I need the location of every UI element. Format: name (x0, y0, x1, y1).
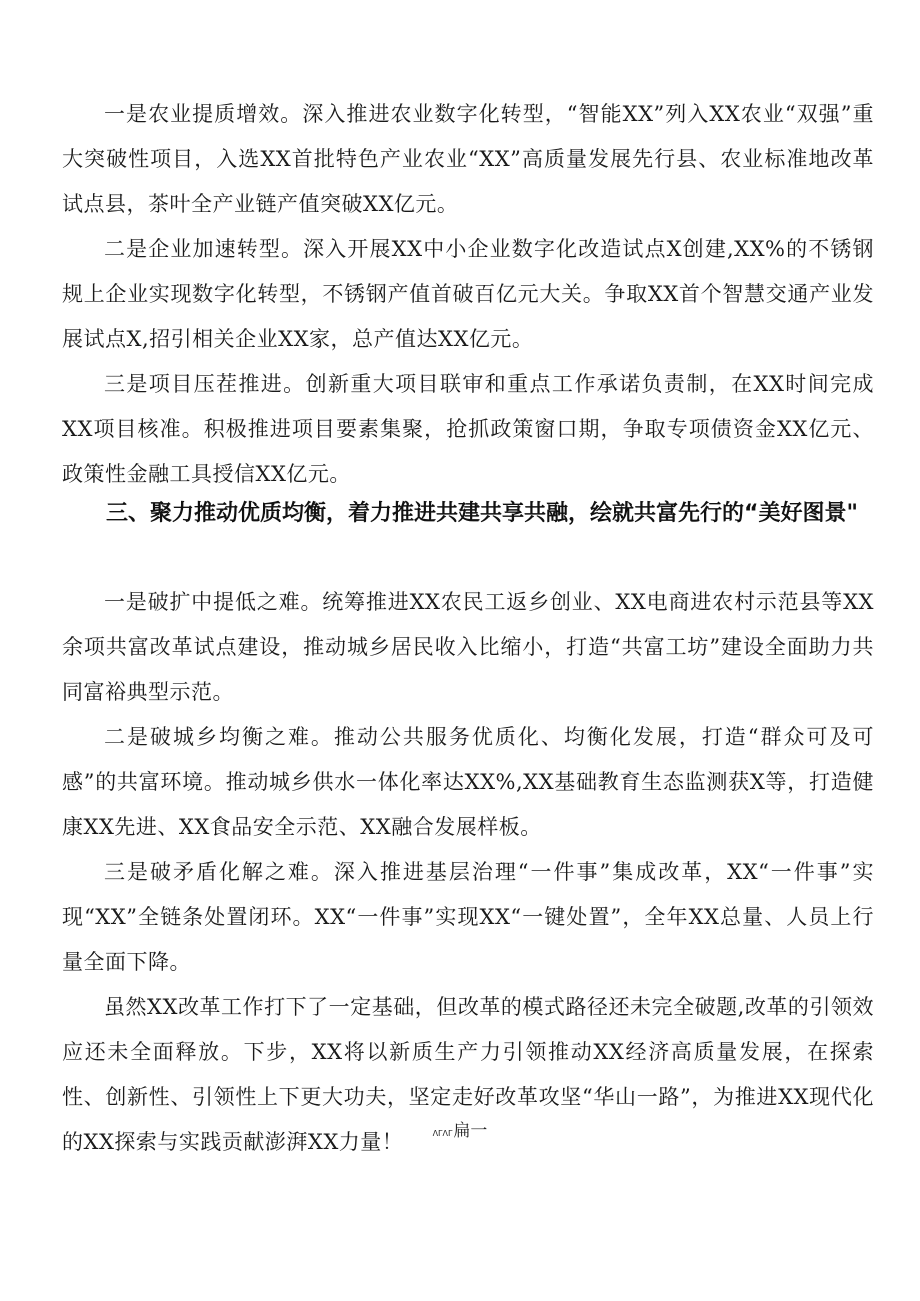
paragraph-income: 一是破扩中提低之难。统筹推进XX农民工返乡创业、XX电商进农村示范县等XX余项共富改革试点建设，推动城乡居民收入比缩小，打造“共富工坊”建设全面助力共同富裕典型示范。 (62, 590, 874, 704)
paragraph-projects: 三是项目压茬推进。创新重大项目联审和重点工作承诺负责制，在XX时间完成XX项目核准。积极推进项目要素集聚，抢抓政策窗口期，争取专项债资金XX亿元、政策性金融工具授信XX亿元。 (62, 372, 874, 486)
page-footer-mark (0, 1116, 920, 1141)
paragraph-agriculture: 一是农业提质增效。深入推进农业数字化转型，“智能XX”列入XX农业“双强”重大突破性项目，入选XX首批特色产业农业“XX”高质量发展先行县、农业标准地改革试点县，茶叶全产业链产值突破XX亿元。 (62, 102, 874, 216)
paragraph-enterprise: 二是企业加速转型。深入开展XX中小企业数字化改造试点X创建,XX%的不锈钢规上企业实现数字化转型，不锈钢产值首破百亿元大关。争取XX首个智慧交通产业发展试点X,招引相关企业XX家，总产值达XX亿元。 (62, 237, 874, 351)
paragraph-conclusion: 虽然XX改革工作打下了一定基础，但改革的模式路径还未完全破题,改革的引领效应还未全面释放。下步，XX将以新质生产力引领推动XX经济高质量发展，在探索性、创新性、引领性上下更大功夫，坚定走好改革攻坚“华山一路”，为推进XX现代化的XX探索与实践贡献澎湃XX力量！ (62, 995, 874, 1154)
footer-label: 扁一 (453, 1121, 488, 1141)
paragraph-conflict: 三是破矛盾化解之难。深入推进基层治理“一件事”集成改革，XX“一件事”实现“XX”全链条处置闭环。XX“一件事”实现XX“一键处置”，全年XX总量、人员上行量全面下降。 (62, 860, 874, 974)
section-heading: 三、聚力推动优质均衡，着力推进共建共享共融，绘就共富先行的“美好图景" (106, 501, 858, 526)
paragraph-urban-rural: 二是破城乡均衡之难。推动公共服务优质化、均衡化发展，打造“群众可及可感”的共富环境。推动城乡供水一体化率达XX%,XX基础教育生态监测获X等，打造健康XX先进、XX食品安全示范、XX融合发展样板。 (62, 725, 874, 839)
footer-small-text: ΛΓΛΓ (432, 1129, 453, 1138)
